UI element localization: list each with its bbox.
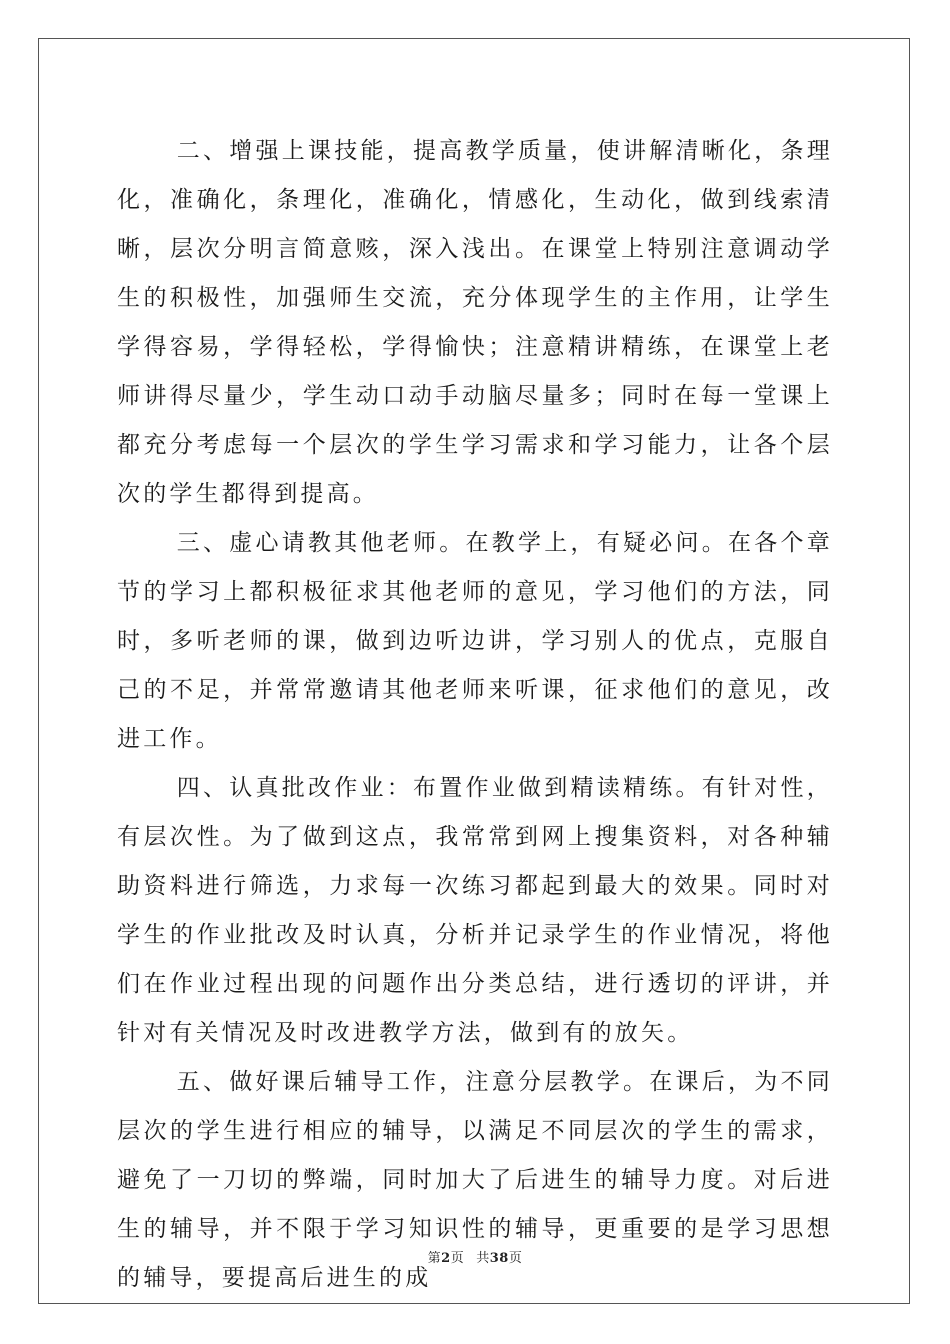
paragraph-5-tutoring: 五、做好课后辅导工作，注意分层教学。在课后，为不同层次的学生进行相应的辅导，以满足不同层次的学生的需求，避免了一刀切的弊端，同时加大了后进生的辅导力度。对后进生的辅导，并不限于学习知识性的辅导，更重要的是学习思想的辅导，要提高后进生的成 (117, 1069, 833, 1291)
total-label-prefix: 共 (476, 1251, 490, 1266)
paragraph-3-consult-teachers: 三、虚心请教其他老师。在教学上，有疑必问。在各个章节的学习上都积极征求其他老师的意见，学习他们的方法，同时，多听老师的课，做到边听边讲，学习别人的优点，克服自己的不足，并常常邀请其他老师来听课，征求他们的意见，改进工作。 (117, 530, 833, 752)
page-number: 2 (441, 1251, 451, 1266)
total-pages: 38 (489, 1251, 509, 1266)
page-label-suffix: 页 (450, 1251, 465, 1266)
paragraph-4-grading-homework: 四、认真批改作业：布置作业做到精读精练。有针对性，有层次性。为了做到这点，我常常到网上搜集资料，对各种辅助资料进行筛选，力求每一次练习都起到最大的效果。同时对学生的作业批改及时认真，分析并记录学生的作业情况，将他们在作业过程出现的问题作出分类总结，进行透切的评讲，并针对有关情况及时改进教学方法，做到有的放矢。 (117, 775, 833, 1046)
document-body (117, 127, 833, 1303)
page-label-prefix: 第 (427, 1251, 442, 1266)
total-label-suffix: 页 (508, 1251, 523, 1266)
paragraph-2-teaching-skills: 二、增强上课技能，提高教学质量，使讲解清晰化，条理化，准确化，条理化，准确化，情感化，生动化，做到线索清晰，层次分明言简意赅，深入浅出。在课堂上特别注意调动学生的积极性，加强师生交流，充分体现学生的主作用，让学生学得容易，学得轻松，学得愉快；注意精讲精练，在课堂上老师讲得尽量少，学生动口动手动脑尽量多；同时在每一堂课上都充分考虑每一个层次的学生学习需求和学习能力，让各个层次的学生都得到提高。 (117, 138, 833, 507)
page-footer (0, 1247, 950, 1266)
